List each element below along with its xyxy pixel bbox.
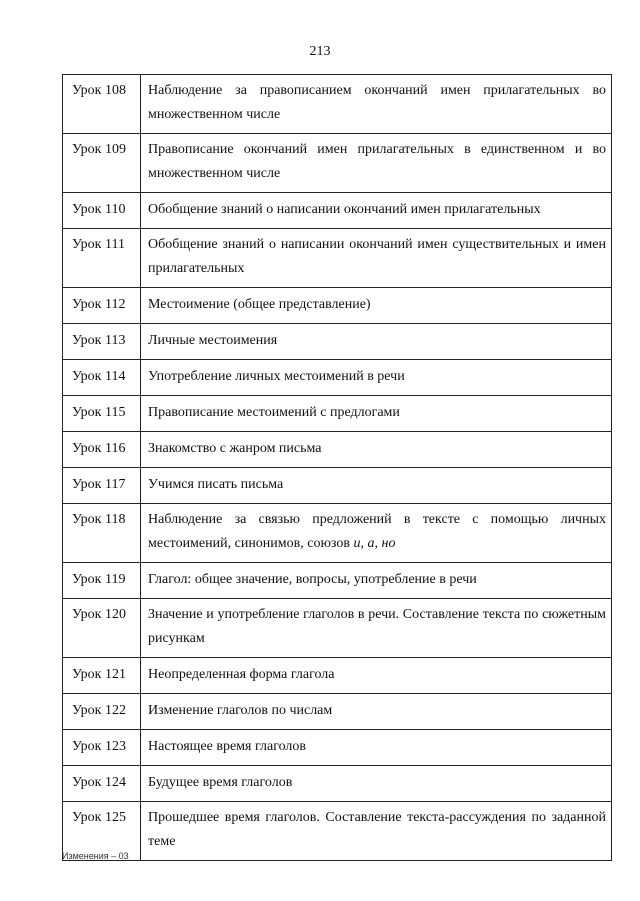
lesson-number: Урок 111 xyxy=(63,229,141,288)
table-row xyxy=(63,193,612,229)
lesson-topic: Значение и употребление глаголов в речи. Составление текста по сюжетным рисункам xyxy=(141,599,612,658)
lesson-number: Урок 110 xyxy=(63,193,141,229)
table-row xyxy=(63,599,612,658)
lesson-topic: Местоимение (общее представление) xyxy=(141,288,612,324)
table-row xyxy=(63,504,612,563)
lesson-number: Урок 115 xyxy=(63,396,141,432)
lesson-topic: Прошедшее время глаголов. Составление текста-рассуждения по заданной теме xyxy=(141,802,612,861)
lesson-topic: Учимся писать письма xyxy=(141,468,612,504)
table-row xyxy=(63,658,612,694)
lesson-topic: Настоящее время глаголов xyxy=(141,730,612,766)
table-row xyxy=(63,324,612,360)
lesson-topic: Обобщение знаний о написании окончаний имен существительных и имен прилагательных xyxy=(141,229,612,288)
table-row xyxy=(63,802,612,861)
lesson-number: Урок 114 xyxy=(63,360,141,396)
lesson-number: Урок 125 xyxy=(63,802,141,861)
lesson-topic: Наблюдение за правописанием окончаний имен прилагательных во множественном числе xyxy=(141,75,612,134)
table-row xyxy=(63,730,612,766)
lesson-topic-conjunctions: и, а, но xyxy=(353,536,396,551)
lesson-topic: Будущее время глаголов xyxy=(141,766,612,802)
table-row xyxy=(63,134,612,193)
lesson-topic-cell xyxy=(141,504,612,563)
table-row xyxy=(63,75,612,134)
lesson-number: Урок 117 xyxy=(63,468,141,504)
lesson-plan-table xyxy=(62,74,612,861)
table-row xyxy=(63,468,612,504)
lesson-number: Урок 108 xyxy=(63,75,141,134)
lesson-number: Урок 122 xyxy=(63,694,141,730)
table-row xyxy=(63,563,612,599)
footer-revision-note: Изменения – 03 xyxy=(62,851,129,861)
lesson-topic: Правописание окончаний имен прилагательных в единственном и во множественном числе xyxy=(141,134,612,193)
lesson-number: Урок 112 xyxy=(63,288,141,324)
lesson-topic: Правописание местоимений с предлогами xyxy=(141,396,612,432)
lesson-number: Урок 109 xyxy=(63,134,141,193)
lesson-number: Урок 123 xyxy=(63,730,141,766)
lesson-topic: Изменение глаголов по числам xyxy=(141,694,612,730)
lesson-topic: Наблюдение за связью предложений в тексте с помощью личных местоимений, синонимов, союзов xyxy=(148,512,606,551)
table-row xyxy=(63,288,612,324)
table-row xyxy=(63,360,612,396)
table-row xyxy=(63,229,612,288)
table-row xyxy=(63,766,612,802)
lesson-number: Урок 116 xyxy=(63,432,141,468)
lesson-topic: Обобщение знаний о написании окончаний имен прилагательных xyxy=(141,193,612,229)
lesson-topic: Глагол: общее значение, вопросы, употребление в речи xyxy=(141,563,612,599)
lesson-number: Урок 119 xyxy=(63,563,141,599)
lesson-topic: Знакомство с жанром письма xyxy=(141,432,612,468)
page-number: 213 xyxy=(309,44,331,59)
table-row xyxy=(63,694,612,730)
table-row xyxy=(63,396,612,432)
lesson-topic: Неопределенная форма глагола xyxy=(141,658,612,694)
lesson-number: Урок 113 xyxy=(63,324,141,360)
lesson-number: Урок 121 xyxy=(63,658,141,694)
lesson-number: Урок 118 xyxy=(63,504,141,563)
lesson-topic: Личные местоимения xyxy=(141,324,612,360)
lesson-topic: Употребление личных местоимений в речи xyxy=(141,360,612,396)
lesson-number: Урок 124 xyxy=(63,766,141,802)
lesson-number: Урок 120 xyxy=(63,599,141,658)
table-row xyxy=(63,432,612,468)
